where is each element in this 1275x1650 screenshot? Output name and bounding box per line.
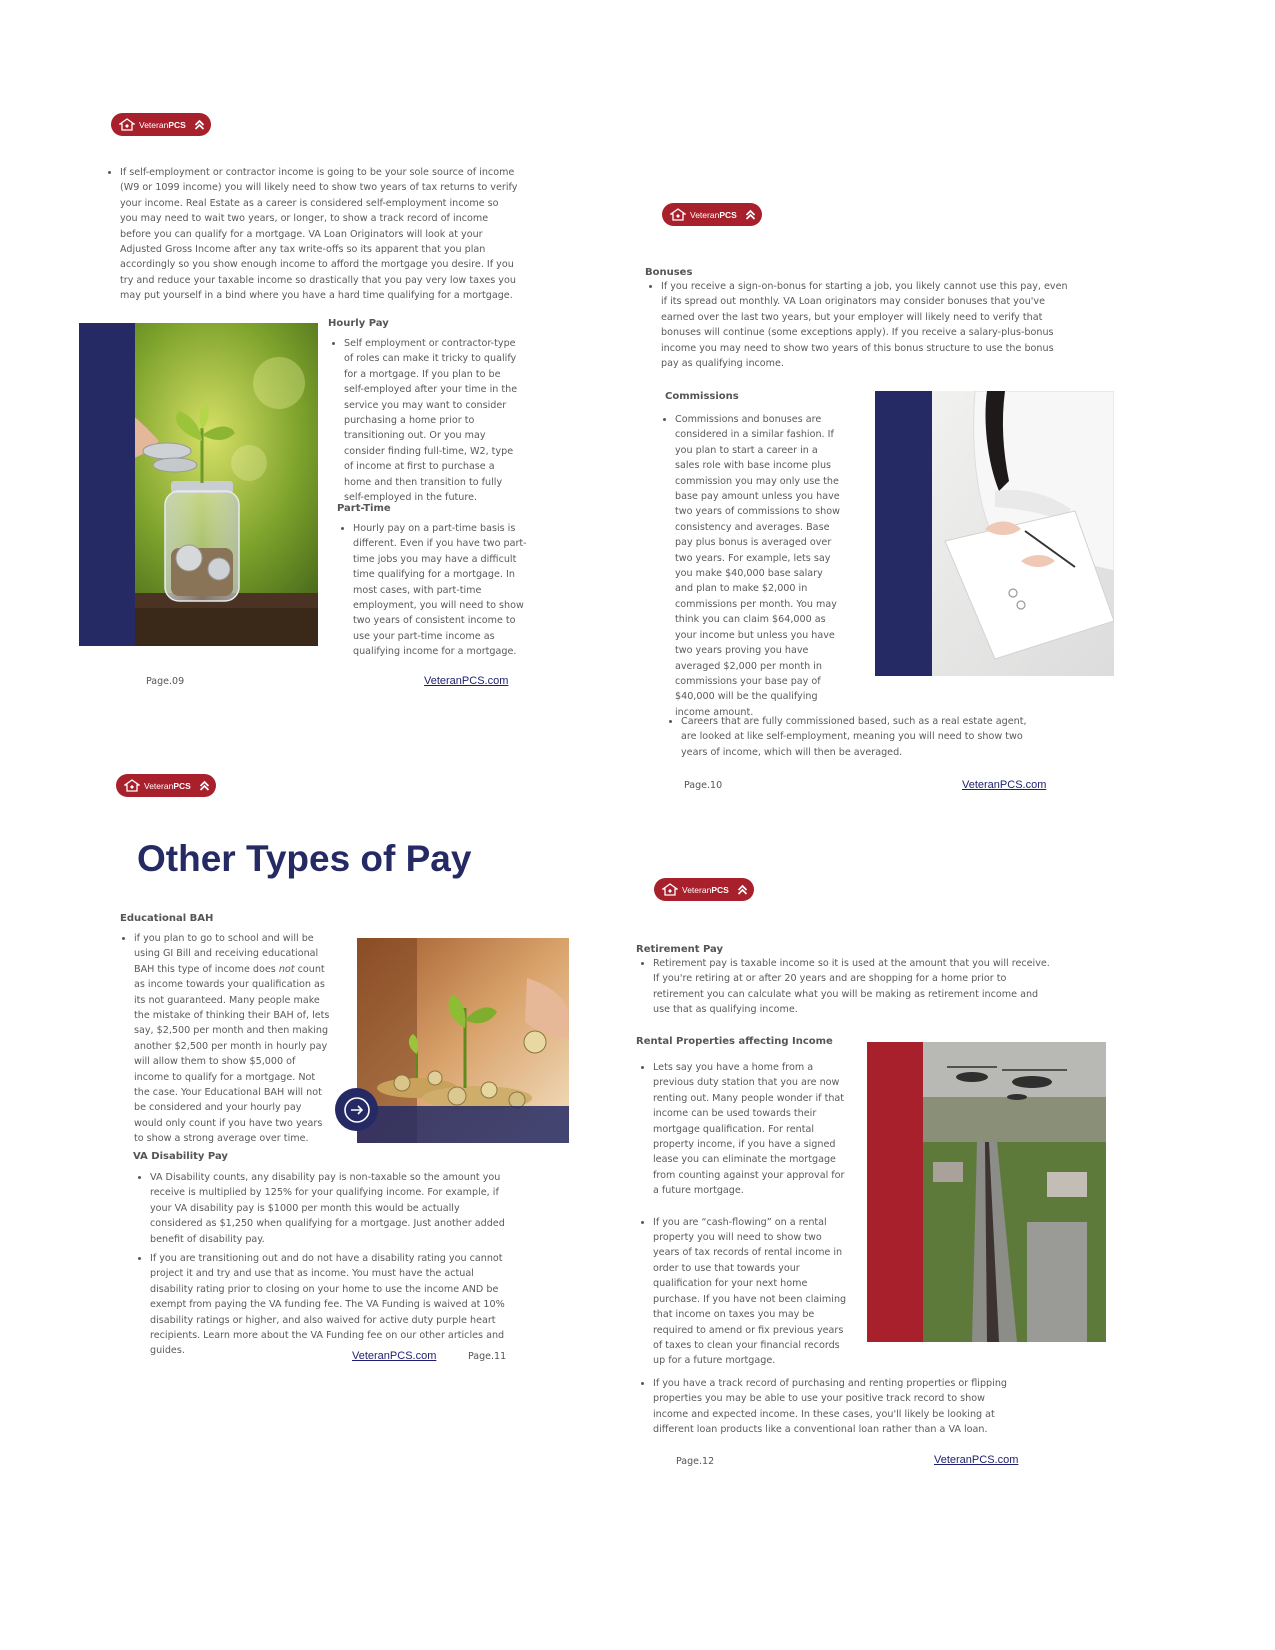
veteranpcs-link[interactable]: VeteranPCS.com (424, 675, 509, 687)
page-title: Other Types of Pay (137, 838, 472, 879)
careers-section (668, 714, 1038, 764)
retirement-pay-section (640, 956, 1055, 1022)
chevron-up-icon (199, 780, 210, 791)
page-number: Page.09 (146, 676, 185, 687)
bonuses-heading: Bonuses (645, 267, 693, 278)
rental-properties-bullet: • If you are “cash-flowing” on a rental property you will need to show two years of tax records of rental income in order to use that towards your qualification for your next home purchase. If you have not been claiming that income on taxes you may be required to amend or fix previous years of taxes to clean your financial records up for a future mortgage. (653, 1215, 848, 1369)
va-disability-section (137, 1170, 507, 1363)
next-arrow-button[interactable] (335, 1088, 378, 1131)
page-number: Page.11 (468, 1351, 507, 1362)
part-time-bullet: • Hourly pay on a part-time basis is different. Even if you have two part-time jobs you may have a difficult time qualifying for a mortgage. In most cases, with part-time employment, you will need to show two years of consistent income to use your part-time income as qualifying income for a mortgage. (353, 521, 528, 660)
educational-bah-section (121, 931, 333, 1151)
retirement-pay-bullet: • Retirement pay is taxable income so it is used at the amount that you will receive. If you're retiring at or after 20 years and are shopping for a home prior to retirement you can calculate what you will be making as retirement income and use that as qualifying income. (653, 956, 1055, 1018)
brand-name: VeteranPCS (682, 884, 729, 895)
veteranpcs-link[interactable]: VeteranPCS.com (934, 1454, 1019, 1466)
house-shield-icon (124, 779, 140, 792)
bonuses-bullet: • If you receive a sign-on-bonus for starting a job, you likely cannot use this pay, even if its spread out monthly. VA Loan originators may consider bonuses that you've earned over the last two years, but your employer will likely need to verify that bonuses will continue (some exceptions apply). If you receive a salary-plus-bonus income you may need to show two years of this bonus structure to use the bonus pay as qualifying income. (661, 279, 1068, 371)
veteranpcs-link[interactable]: VeteranPCS.com (962, 779, 1047, 791)
veteranpcs-logo-badge (111, 113, 211, 136)
hourly-pay-bullet: • Self employment or contractor-type of roles can make it tricky to qualify for a mortgage. If you plan to be self-employed after your time in the service you may want to consider purchasing a home prior to transitioning out. Or you may consider finding full-time, W2, type of income at first to purchase a home and then transition to fully self-employed in the future. (344, 336, 519, 505)
veteranpcs-link[interactable]: VeteranPCS.com (352, 1350, 437, 1362)
bonuses-section (648, 279, 1068, 375)
chevron-up-icon (745, 209, 756, 220)
house-shield-icon (119, 118, 135, 131)
page-number: Page.10 (684, 780, 723, 791)
commissions-heading: Commissions (665, 391, 739, 402)
retirement-pay-heading: Retirement Pay (636, 944, 724, 955)
hourly-pay-section (331, 336, 519, 509)
careers-bullet: • Careers that are fully commissioned based, such as a real estate agent, are looked at like self-employment, meaning you will need to show two years of income, which will then be averaged. (681, 714, 1038, 760)
track-record-section (640, 1376, 1010, 1442)
self-employment-bullet: • If self-employment or contractor income is going to be your sole source of income (W9 or 1099 income) you will likely need to show two years of tax returns to verify your income. Real Estate as a career is considered self-employment income so you may need to wait two years, or longer, to show a track record of income before you can qualify for a mortgage. VA Loan Originators will look at your Adjusted Gross Income after any tax write-offs so its apparent that you plan accordingly so you show enough income to afford the mortgage you desire. If you try and reduce your taxable income so drastically that you pay very low taxes you may put yourself in a bind where you have a hard time qualifying for a mortgage. (120, 165, 519, 304)
educational-bah-heading: Educational BAH (120, 913, 214, 924)
va-disability-bullet: • If you are transitioning out and do not have a disability rating you cannot project it and try and use that as income. You must have the actual disability rating prior to closing on your home to use the income AND be exempt from paying the VA funding fee. The VA Funding is waived at 10% disability ratings or higher, and also waived for active duty purple heart recipients. Learn more about the VA Funding fee on our other articles and guides. (150, 1251, 507, 1359)
veteranpcs-logo-badge (662, 203, 762, 226)
helicopters-parade-image (867, 1042, 1106, 1342)
woman-writing-image (875, 391, 1114, 676)
va-disability-heading: VA Disability Pay (133, 1151, 228, 1162)
house-shield-icon (670, 208, 686, 221)
rental-properties-section (640, 1060, 848, 1373)
commissions-bullet: • Commissions and bonuses are considered in a similar fashion. If you plan to start a career in a sales role with base income plus commission you may only use the base pay amount unless you have two years of commissions to show consistency and averages. Base pay plus bonus is averaged over two years. For example, lets say you make $40,000 base salary and plan to make $2,000 in commissions per month. You may think you can claim $64,000 as your income but unless you have two years proving you have averaged $2,000 per month in commissions your base pay of $40,000 will be the qualifying income amount. (675, 412, 842, 720)
chevron-up-icon (737, 884, 748, 895)
brand-name: VeteranPCS (139, 119, 186, 130)
page-number: Page.12 (676, 1456, 715, 1467)
part-time-heading: Part-Time (337, 503, 391, 514)
rental-properties-heading: Rental Properties affecting Income (636, 1036, 833, 1047)
chevron-up-icon (194, 119, 205, 130)
veteranpcs-logo-badge (654, 878, 754, 901)
arrow-right-circle-icon (343, 1096, 371, 1124)
brand-name: VeteranPCS (144, 780, 191, 791)
part-time-section (340, 521, 528, 664)
commissions-section (662, 412, 842, 724)
brand-name: VeteranPCS (690, 209, 737, 220)
hourly-pay-heading: Hourly Pay (328, 318, 389, 329)
seedlings-coins-image (357, 938, 569, 1143)
self-employment-section (107, 165, 519, 308)
veteranpcs-logo-badge (116, 774, 216, 797)
plant-coin-jar-image (79, 323, 318, 646)
educational-bah-bullet: • if you plan to go to school and will be using GI Bill and receiving educational BAH this type of income does not count as income towards your qualification as its not guaranteed. Many people make the mistake of thinking their BAH of, lets say, $2,500 per month and then making another $2,500 per month in hourly pay will allow them to show $5,000 of income to qualify for a mortgage. Not the case. Your Educational BAH will not be considered and your hourly pay would only count if you have two years to show a strong average over time. (134, 931, 333, 1147)
va-disability-bullet: • VA Disability counts, any disability pay is non-taxable so the amount you receive is multiplied by 125% for your qualifying income. For example, if your VA disability pay is $1000 per month this would be actually considered as $1,250 when qualifying for a mortgage. Just another added benefit of disability pay. (150, 1170, 507, 1247)
track-record-bullet: • If you have a track record of purchasing and renting properties or flipping properties you may be able to use your positive track record to show income and expected income. In these cases, you'll likely be looking at different loan products like a conventional loan rather than a VA loan. (653, 1376, 1010, 1438)
rental-properties-bullet: • Lets say you have a home from a previous duty station that you are now renting out. Many people wonder if that income can be used towards their mortgage qualification. For rental property income, if you have a signed lease you can eliminate the mortgage from counting against your approval for a future mortgage. (653, 1060, 848, 1199)
house-shield-icon (662, 883, 678, 896)
